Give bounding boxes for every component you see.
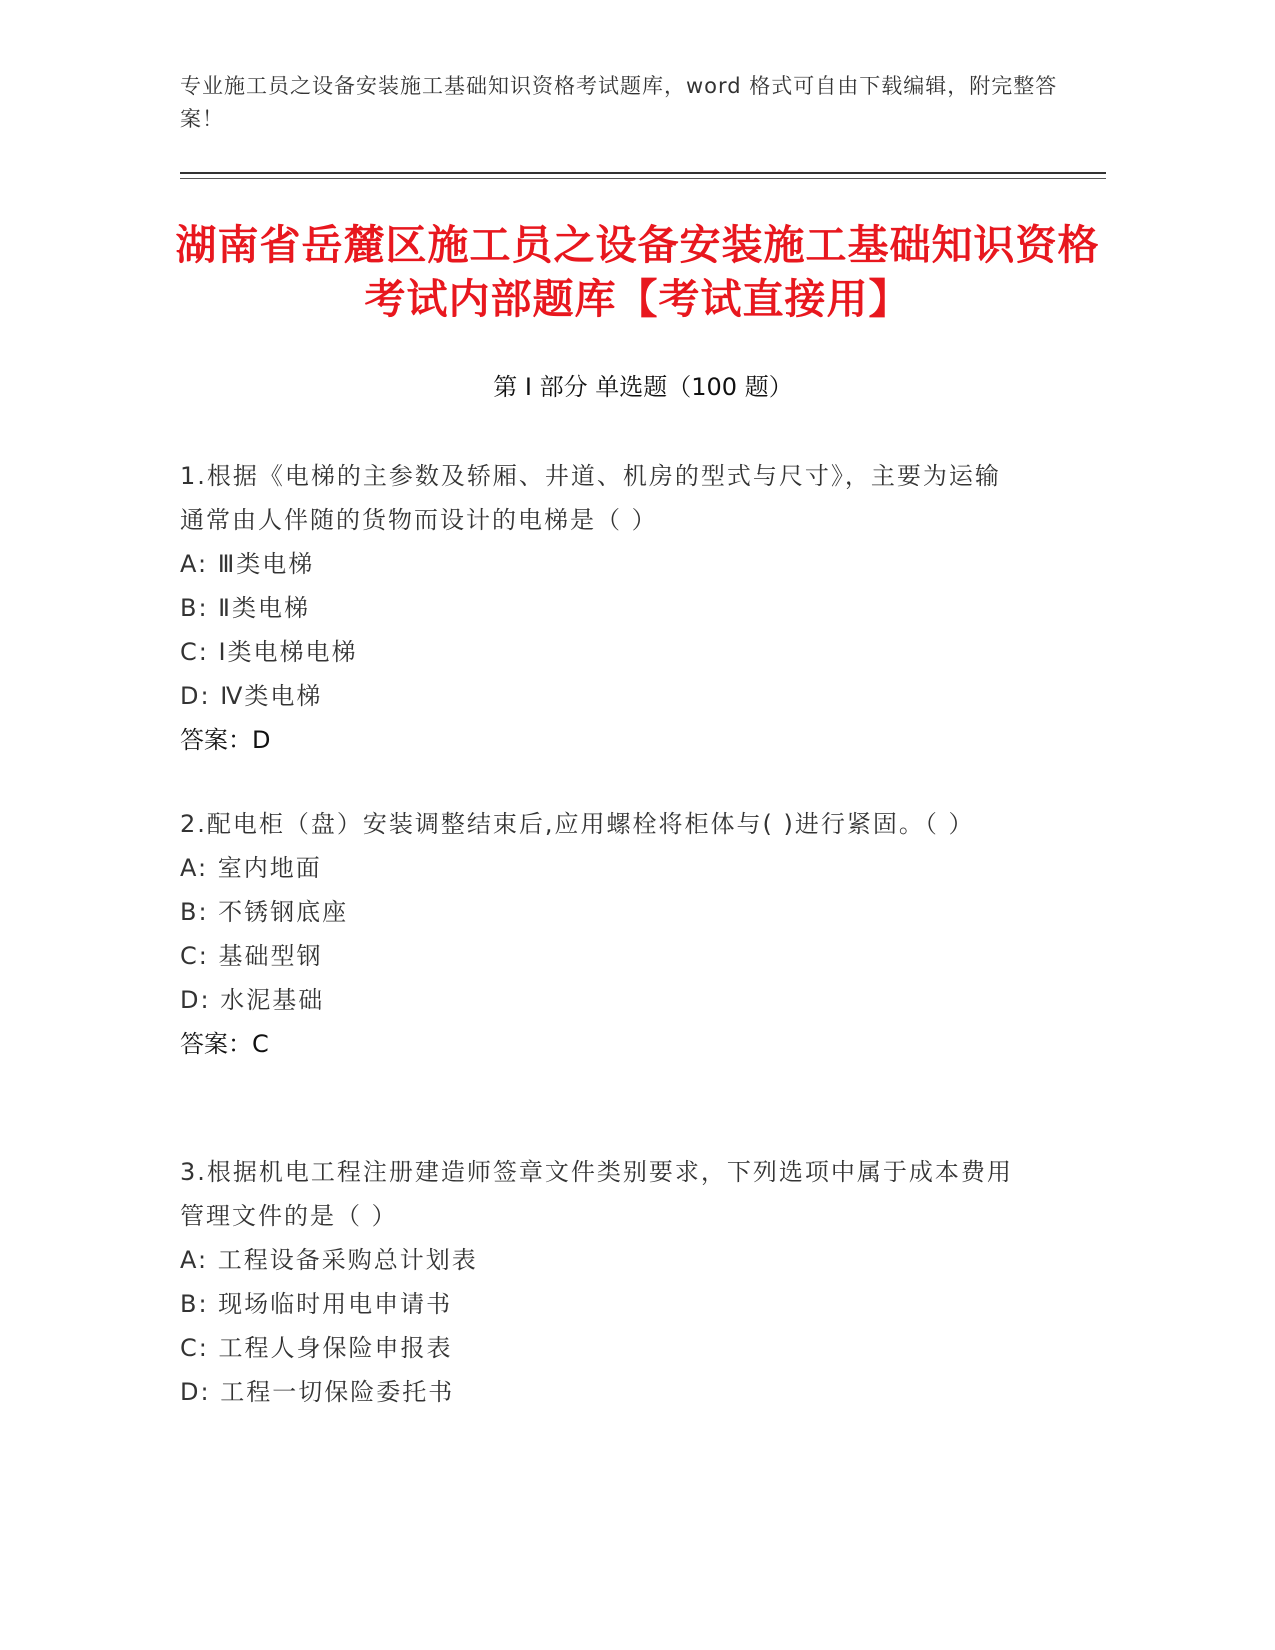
option-d: D: 工程一切保险委托书	[180, 1378, 455, 1406]
option-c: C: Ⅰ类电梯电梯	[180, 638, 358, 666]
document-title: 湖南省岳麓区施工员之设备安装施工基础知识资格考试内部题库【考试直接用】	[175, 221, 1100, 323]
option-b: B: 不锈钢底座	[180, 898, 349, 926]
option-d: D: 水泥基础	[180, 986, 325, 1014]
option-c: C: 基础型钢	[180, 942, 323, 970]
option-b: B: 现场临时用电申请书	[180, 1290, 453, 1318]
option-a: A: 工程设备采购总计划表	[180, 1246, 478, 1274]
option-d: D: Ⅳ类电梯	[180, 682, 323, 710]
question-stem: 1.根据《电梯的主参数及轿厢、井道、机房的型式与尺寸》，主要为运输通常由人伴随的货物而设计的电梯是（ ）	[180, 462, 1001, 534]
option-a: A: 室内地面	[180, 854, 322, 882]
question-3	[180, 1150, 1020, 1414]
answer: 答案：D	[180, 726, 271, 754]
header-note: 专业施工员之设备安装施工基础知识资格考试题库，word 格式可自由下载编辑，附完整答案！	[180, 74, 1058, 131]
option-c: C: 工程人身保险申报表	[180, 1334, 453, 1362]
question-1	[180, 454, 1020, 762]
header-rule-thin	[180, 178, 1106, 179]
question-stem: 3.根据机电工程注册建造师签章文件类别要求，下列选项中属于成本费用管理文件的是（ ）	[180, 1158, 1013, 1230]
option-a: A: Ⅲ类电梯	[180, 550, 315, 578]
question-stem: 2.配电柜（盘）安装调整结束后,应用螺栓将柜体与( )进行紧固。（ ）	[180, 810, 975, 838]
option-b: B: Ⅱ类电梯	[180, 594, 310, 622]
answer: 答案：C	[180, 1030, 269, 1058]
question-2	[180, 802, 1020, 1066]
header-rule-thick	[180, 172, 1106, 174]
section-heading: 第 I 部分 单选题（100 题）	[493, 373, 793, 401]
